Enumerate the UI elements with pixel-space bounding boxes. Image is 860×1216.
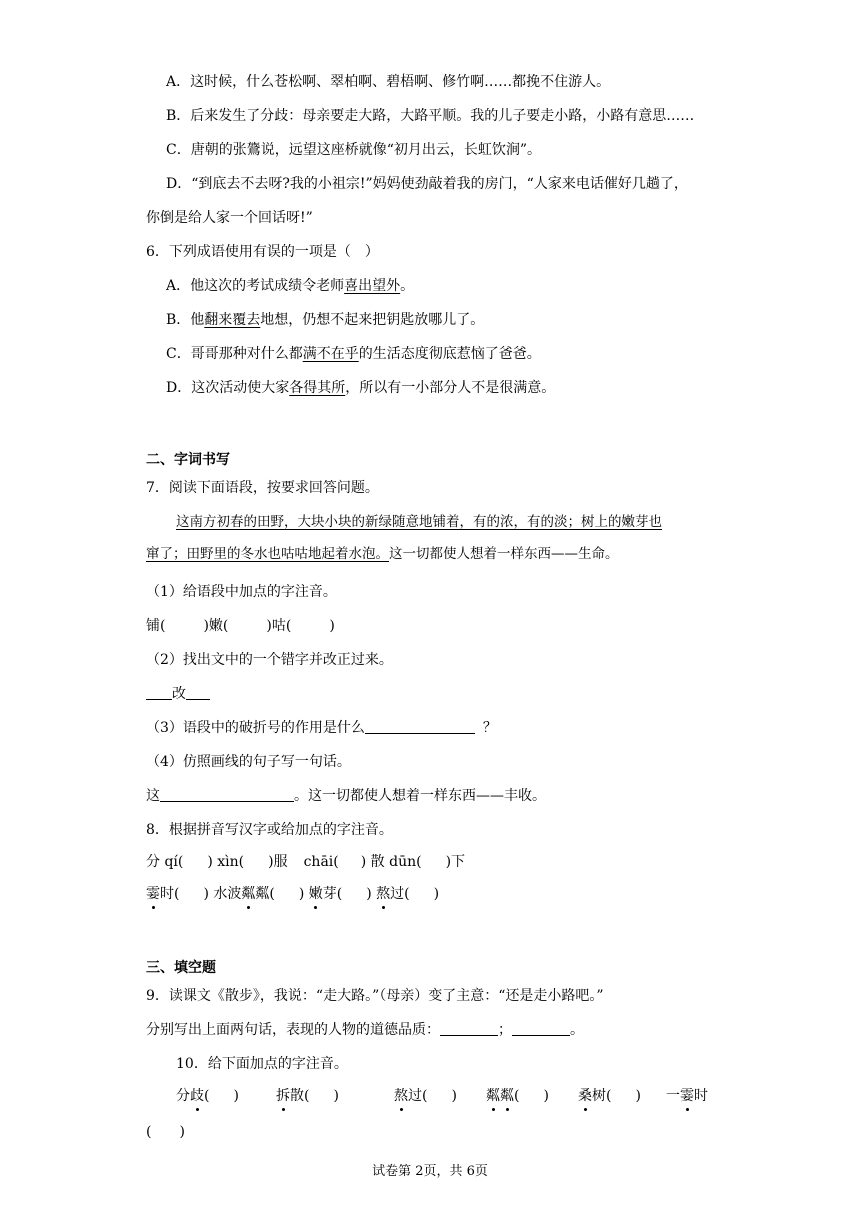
q10-word-6: 一霎时 — [666, 1088, 708, 1104]
q9-line2: 分别写出上面两句话，表现的人物的道德品质： ； 。 — [146, 1022, 584, 1038]
q10-word-1: 分歧( ) — [176, 1088, 239, 1104]
q7-passage-line2: 窜了；田野里的冬水也咕咕地起着水泡。这一切都使人想着一样东西——生命。 — [146, 546, 619, 562]
q7-passage-line1: 这南方初春的田野，大块小块的新绿随意地铺着，有的浓，有的淡；树上的嫩芽也 — [176, 514, 662, 530]
page-footer: 试卷第 2页，共 6页 — [372, 1164, 488, 1179]
q8-line1: 分 qí( ) xìn( )服 chāi( ) 散 dūn( )下 — [146, 854, 466, 870]
q10-word-2: 拆散( ) — [276, 1088, 339, 1104]
q5-option-d-line2: 你倒是给人家一个回话呀!” — [146, 210, 313, 226]
idiom-underlined: 各得其所 — [289, 380, 346, 396]
answer-blank[interactable] — [146, 685, 172, 700]
section-heading-3: 三、填空题 — [146, 960, 216, 976]
answer-blank[interactable] — [512, 1021, 570, 1036]
q7-imitation-line: 这 。这一切都使人想着一样东西——丰收。 — [146, 788, 546, 804]
answer-blank[interactable] — [365, 719, 475, 734]
answer-blank[interactable] — [160, 787, 294, 802]
q7-sub1: （1）给语段中加点的字注音。 — [146, 584, 337, 600]
q10-word-4: 粼粼( ) — [486, 1088, 549, 1104]
q6-option-d: D．这次活动使大家各得其所，所以有一小部分人不是很满意。 — [166, 380, 556, 396]
q9-line1: 9．读课文《散步》，我说：“走大路。”（母亲）变了主意：“还是走小路吧。” — [146, 988, 604, 1004]
q10-word-5: 桑树( ) — [578, 1088, 641, 1104]
q8-line2: 霎时( ) 水波粼粼( ) 嫩芽( ) 熬过( ) — [146, 886, 440, 902]
q7-sub3: （3）语段中的破折号的作用是什么 ？ — [146, 720, 497, 736]
q7-stem: 7．阅读下面语段，按要求回答问题。 — [146, 480, 379, 496]
q7-pinyin-blanks: 铺( )嫩( )咕( ) — [146, 618, 335, 634]
q7-sub4: （4）仿照画线的句子写一句话。 — [146, 754, 351, 770]
answer-blank[interactable] — [186, 685, 210, 700]
q5-option-b: B．后来发生了分歧：母亲要走大路，大路平顺。我的儿子要走小路，小路有意思…… — [166, 108, 695, 124]
q5-option-a: A．这时候，什么苍松啊、翠柏啊、碧梧啊、修竹啊……都挽不住游人。 — [166, 74, 611, 90]
q10-word-3: 熬过( ) — [394, 1088, 457, 1104]
idiom-underlined: 满不在乎 — [302, 346, 359, 362]
q7-sub2: （2）找出文中的一个错字并改正过来。 — [146, 652, 393, 668]
q6-option-a: A．他这次的考试成绩令老师喜出望外。 — [166, 278, 415, 294]
idiom-underlined: 喜出望外 — [344, 278, 401, 294]
q6-stem: 6．下列成语使用有误的一项是（ ） — [146, 244, 379, 260]
answer-blank[interactable] — [440, 1021, 498, 1036]
q6-option-c: C．哥哥那种对什么都满不在乎的生活态度彻底惹恼了爸爸。 — [166, 346, 541, 362]
q5-option-d-line1: D．“到底去不去呀?我的小祖宗!”妈妈使劲敲着我的房门，“人家来电话催好几趟了， — [166, 176, 688, 192]
q7-correction-line: 改 — [146, 684, 210, 704]
q10-tail-blank: ( ) — [146, 1124, 185, 1140]
q6-option-b: B．他翻来覆去地想，仍想不起来把钥匙放哪儿了。 — [166, 312, 485, 328]
q8-stem: 8．根据拼音写汉字或给加点的字注音。 — [146, 822, 393, 838]
q5-option-c: C．唐朝的张鷟说，远望这座桥就像“初月出云，长虹饮涧”。 — [166, 142, 542, 158]
section-heading-2: 二、字词书写 — [146, 452, 230, 468]
q10-stem: 10．给下面加点的字注音。 — [176, 1056, 348, 1072]
idiom-underlined: 翻来覆去 — [204, 312, 261, 328]
